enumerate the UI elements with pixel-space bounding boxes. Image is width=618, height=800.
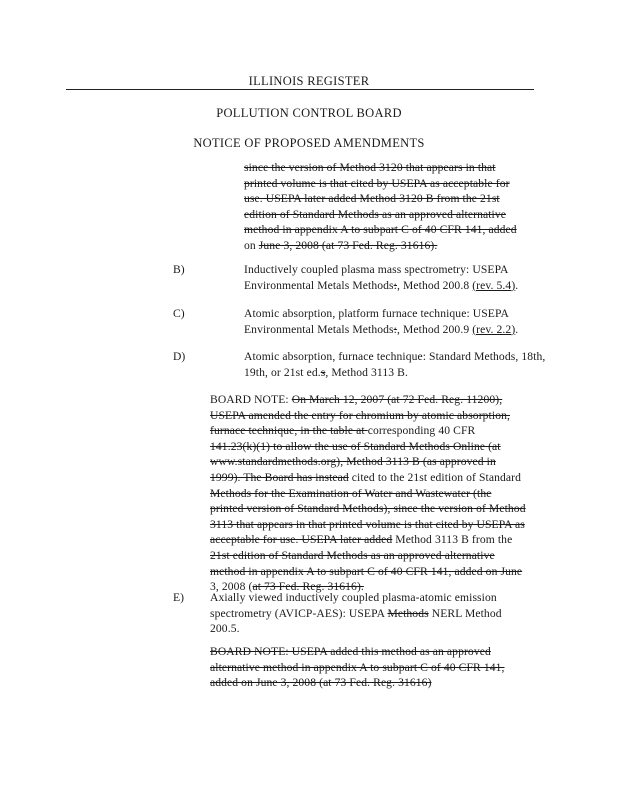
item-b-text: Inductively coupled plasma mass spectrometry: USEPA Environmental Metals Methods:, Method 200.8 (rev. 5.4). [244,263,519,292]
item-c-text: Atomic absorption, platform furnace technique: USEPA Environmental Metals Methods:, Method 200.9 (rev. 2.2). [244,307,519,336]
deleted-text: alternative method in appendix A to subpart C of 40 CFR 141, [210,660,505,674]
deleted-text: printed version of Standard Methods), since the version of Method [210,502,526,516]
deleted-text: edition of Standard Methods as an approved alternative [244,207,506,221]
deleted-text: June 3, 2008 (at 73 Fed. Reg. 31616). [258,238,438,252]
deleted-text: : [393,278,397,292]
deleted-text: : [393,322,397,336]
header-rule [66,89,534,90]
deleted-text: since the version of Method 3120 that appears in that [244,161,496,174]
item-label-e: E) [173,591,184,604]
deleted-text: Methods [387,606,429,620]
item-label-d: D) [173,350,186,363]
deleted-text: added on June 3, 2008 (at 73 Fed. Reg. 31616) [210,676,432,690]
deleted-text: Methods for the Examination of Water and Wastewater (the [210,486,492,500]
deleted-text: method in appendix A to subpart C of 40 CFR 141, added [244,223,517,237]
deleted-text: USEPA amended the entry for chromium by atomic absorption, [210,408,510,422]
board-note-d: BOARD NOTE: On March 12, 2007 (at 72 Fed. Reg. 11200), USEPA amended the entry for chromium by atomic absorption, furnace technique, in the table at corresponding 40 CFR 141.23(k)(1) to allow the use of Standard Methods Online (at www.standardmethods.org), Method 3113 B (as approved in 1999). The Board has instead cited to the 21st edition of Standard Methods for the Examination of Water and Wastewater (the printed version of Standard Methods), since the version of Method 3113 that appears in that printed volume is that cited by USEPA as acceptable for use. USEPA later added Method 3113 B from the 21st edition of Standard Methods as an approved alternative method in appendix A to subpart C of 40 CFR 141, added on June 3, 2008 (at 73 Fed. Reg. 31616). [210,393,526,594]
deleted-text: www.standardmethods.org), Method 3113 B (as approved in [210,455,496,469]
item-label-b: B) [173,263,185,276]
board-title: POLLUTION CONTROL BOARD [216,106,402,120]
notice-title: NOTICE OF PROPOSED AMENDMENTS [193,136,425,150]
inserted-text: (rev. 5.4) [472,278,516,292]
deleted-text: method in appendix A to subpart C of 40 CFR 141, added on June [210,564,523,578]
register-title: ILLINOIS REGISTER [248,74,370,88]
inserted-text: (rev. 2.2) [472,322,516,336]
deleted-text: printed volume is that cited by USEPA as acceptable for [244,176,510,190]
deleted-text: 141.23(k)(1) to allow the use of Standard Methods Online (at [210,439,501,453]
item-e-text: Axially viewed inductively coupled plasma-atomic emission spectrometry (AVICP-AES): USEPA Methods NERL Method 200.5. [210,591,502,636]
deleted-text: BOARD NOTE: USEPA added this method as an approved [210,645,491,658]
deleted-text: instead [315,470,349,484]
item-label-c: C) [173,307,185,320]
deleted-text: 3113 that appears in that printed volume is that cited by USEPA as [210,517,525,531]
continuation-paragraph [244,160,517,254]
deleted-text: 21st edition of Standard Methods as an approved alternative [210,548,495,562]
deleted-text: s [320,365,326,379]
deleted-text: at 73 Fed. Reg. 31616). [252,580,364,594]
deleted-text: furnace technique, in the table at [210,424,368,438]
deleted-text: use. USEPA later added Method 3120 B from the 21st [244,192,500,206]
deleted-text: 1999). The Board has [210,470,316,484]
board-note-e [210,644,505,691]
kept-text: on [244,238,259,252]
deleted-text: On March 12, 2007 (at 72 Fed. Reg. 11200), [291,393,503,406]
item-d-text: Atomic absorption, furnace technique: Standard Methods, 18th, 19th, or 21st ed.s, Method 3113 B. [244,350,546,379]
deleted-text: acceptable for use. USEPA later added [210,533,393,547]
